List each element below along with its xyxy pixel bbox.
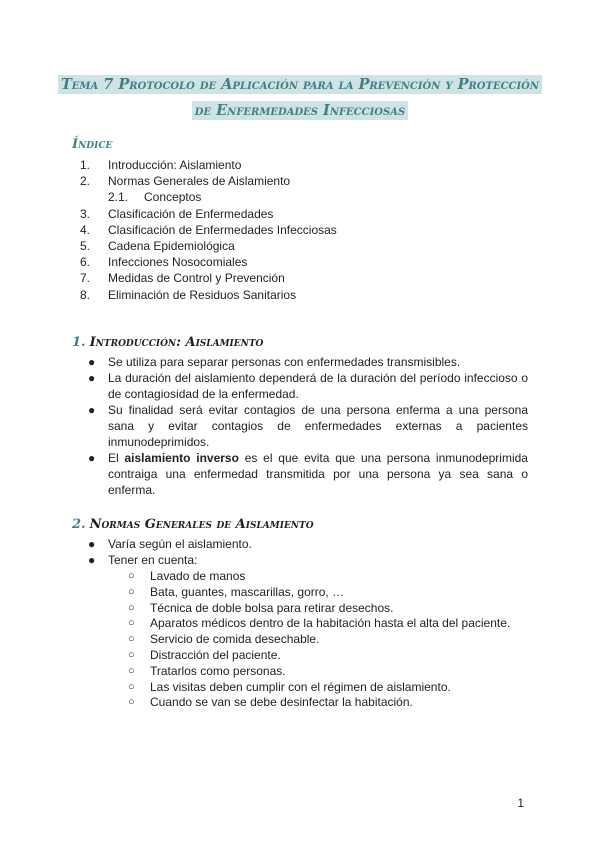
title-line-2: de Enfermedades Infecciosas [192, 101, 408, 120]
sub-list-item: ○ Servicio de comida desechable. [128, 632, 320, 647]
page-number: 1 [517, 796, 524, 810]
list-item: ● Su finalidad será evitar contagios de una persona enferma a una persona sana y evitar contagios de enfermedades externas a pacientes inmunodeprimidos. [88, 403, 528, 449]
title-line-1: Tema 7 Protocolo de Aplicación para la Prevención y Protección [58, 75, 542, 94]
sub-list-item: ○ Lavado de manos [128, 569, 246, 584]
sub-list-item: ○ Bata, guantes, mascarillas, gorro, … [128, 584, 345, 599]
section-2-heading: 2. Normas Generales de Aislamiento [72, 517, 314, 532]
sub-list-item: ○ Las visitas deben cumplir con el régimen de aislamiento. [128, 679, 451, 694]
section-2-bullets [86, 537, 528, 712]
document-page: Tema 7 Protocolo de Aplicación para la Prevención y Protección de Enfermedades Infecciosas Índice 1. Introducción: Aislamiento 2. Normas Generales de Aislamiento 2.1. Conceptos 3. Clasificación de Enfermedades 4. Clasificación de Enfermedades Infecciosas 5. Cadena Epidemiológica 6. Infecciones Nosocomiales 7. Medidas de Control y Prevención 8. Eliminación de Residuos Sanitarios 1. Introducción: Aislamiento ● Se utiliza para separar personas con enfermedades transmisibles. ● La duración del aislamiento dependerá de la duración del período infeccioso o de contagiosidad de la enfermedad. ● Su finalidad será evitar contagios de una persona enferma a una persona sana y evitar contagios de enfermedades externas a pacientes inmunodeprimidos. ● El aislamiento inverso es el que evita que una persona inmunodeprimida contraiga una enfermedad transmitida por una persona ya sea sana o enferma. 2. Normas Generales de Aislamiento ● Varía según el aislamiento. ● Tener en cuenta: ○ Lavado de manos ○ Bata, guantes, mascarillas, gorro, … ○ Técnica de doble bolsa para retirar desechos. ○ Aparatos médicos dentro de la habitación hasta el alta del paciente. ○ Servicio de comida desechable. ○ Distracción del paciente. ○ Tratarlos como personas. ○ Las visitas deben cumplir con el régimen de aislamiento. ○ Cuando se van se debe desinfectar la habitación. 1 [0, 0, 600, 848]
index-heading: Índice [72, 137, 113, 152]
sub-list-item: ○ Aparatos médicos dentro de la habitación hasta el alta del paciente. [128, 616, 511, 631]
list-item: ● La duración del aislamiento dependerá de la duración del período infeccioso o de contagiosidad de la enfermedad. [88, 371, 528, 402]
section-1-bullets [86, 355, 528, 499]
bold-term: aislamiento inverso [124, 451, 239, 466]
list-item: ● Varía según el aislamiento. [88, 537, 252, 551]
document-title [40, 72, 560, 124]
section-1-heading: 1. Introducción: Aislamiento [72, 335, 264, 350]
sub-list-item: ○ Tratarlos como personas. [128, 663, 286, 678]
list-item: ● Se utiliza para separar personas con enfermedades transmisibles. [88, 355, 461, 369]
sub-list-item: ○ Distracción del paciente. [128, 648, 281, 663]
list-item: ● El aislamiento inverso es el que evita que una persona inmunodeprimida contraiga una enfermedad transmitida por una persona ya sea sana o enferma. [88, 451, 528, 497]
sub-list-item: ○ Técnica de doble bolsa para retirar desechos. [128, 600, 394, 615]
sub-list-item: ○ Cuando se van se debe desinfectar la habitación. [128, 695, 413, 710]
section-2-subitems [108, 569, 528, 711]
list-item: ● Tener en cuenta: ○ Lavado de manos ○ Bata, guantes, mascarillas, gorro, … ○ Técnica de doble bolsa para retirar desechos. ○ Aparatos médicos dentro de la habitación hasta el alta del paciente. ○ Servicio de comida desechable. ○ Distracción del paciente. ○ Tratarlos como personas. ○ Las visitas deben cumplir con el régimen de aislamiento. ○ Cuando se van se debe desinfectar la habitación. [86, 553, 528, 711]
